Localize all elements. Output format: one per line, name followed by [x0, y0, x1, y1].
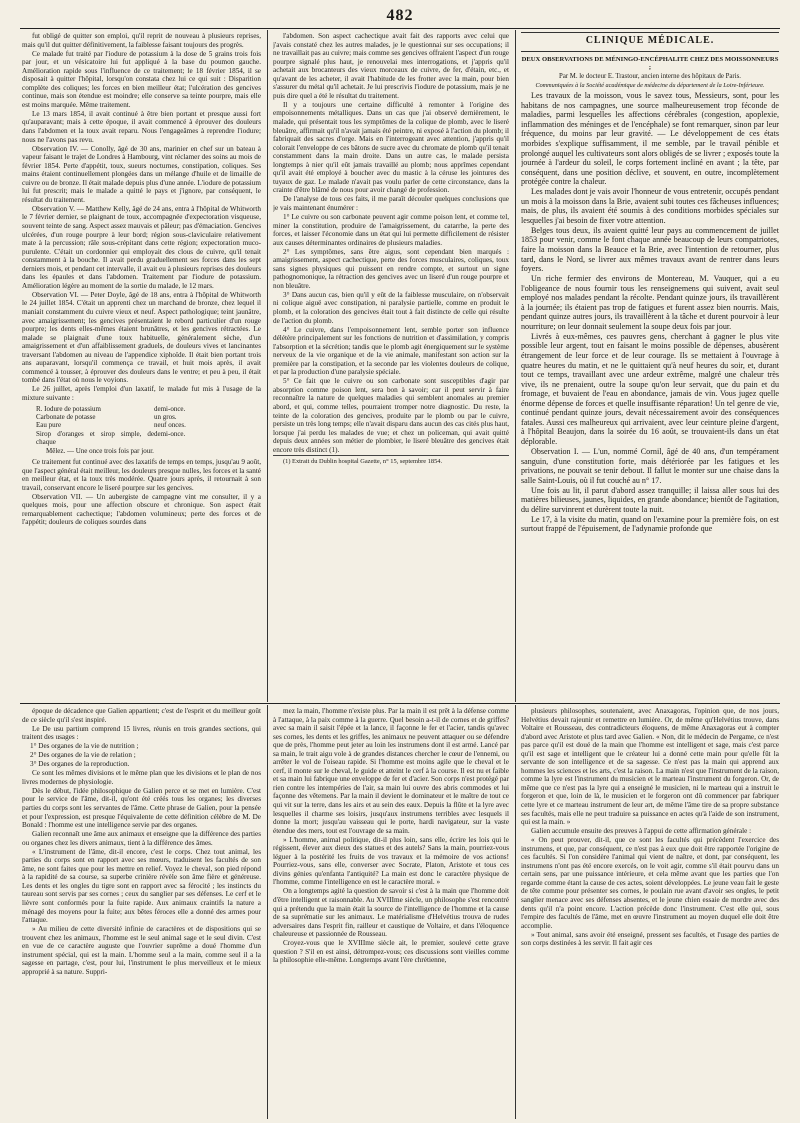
footnote: (1) Extrait du Dublin hospital Gazette, n° 15, septembre 1854.: [273, 455, 509, 467]
sections-list: [22, 742, 261, 769]
section-title: CLINIQUE MÉDICALE.: [585, 35, 715, 46]
formula-row: [36, 413, 261, 421]
list-item: 2° Des organes de la vie de relation ;: [30, 751, 136, 760]
conclusion-item: 4° Le cuivre, dans l'empoisonnement lent, semble porter son influence délétère principalement sur les fonctions de nutrition et d'assimilation, y compris l'absorption et la sécrétion; tandis que le plomb agit énergiquement sur le système nerveux de la vie organique et de la vie animale, manifestant son action sur la première par la constipation, et la seconde par les violentes douleurs de colique, et par la production d'une paralysie spéciale.: [273, 325, 509, 377]
paragraph: mez la main, l'homme n'existe plus. Par la main il est prêt à la défense comme à l'attaque, à la paix comme à la guerre. Quel besoin a-t-il de cornes et de griffes? avec sa main il saisit l'épée et la lance, il façonne le fer et l'acier, tandis qu'avec ses cornes, les dents et les griffes, les animaux ne peuvent attaquer ou se défendre que de près, l'homme peut jeter au loin les instrumens dont il est armé. Lancé par sa main, le trait aigu vole à de grandes distances chercher le cœur de l'ennemi, ou arrêter le vol de l'oiseau rapide. Si l'homme est moins agile que le cheval et le cerf, il monte sur le cheval, le guide et atteint le cerf à la course. Il est nu et faible et sa main lui fabrique une enveloppe de fer et d'acier. Son corps n'est protégé par rien contre les intempéries de l'air, sa main lui ouvre des abris commodes et lui façonne des vêtemens. Par la main il devient le dominateur et le maître de tout ce qui vit sur la terre, dans les airs et au sein des eaux. Depuis la flûte et la lyre avec lesquelles il charme ses loisirs, jusqu'aux instrumens terribles avec lesquels il donne la mort; jusqu'au vaisseau qui le porte, hardi navigateur, sur la vaste étendue des mers, tout est l'ouvrage de sa main.: [273, 707, 509, 835]
column-4: [22, 707, 261, 1119]
formula-ingredient: R. Iodure de potassium: [36, 404, 101, 413]
article-title: DEUX OBSERVATIONS DE MÉNINGO-ENCÉPHALITE CHEZ DES MOISSONNEURS ;: [521, 55, 779, 72]
formula-dose: neuf onces.: [154, 421, 186, 430]
paragraph: Le De usu partium comprend 15 livres, réunis en trois grandes sections, qui traitent des usages :: [22, 724, 261, 742]
top-rule: [20, 28, 780, 29]
formula-ingredient: Carbonate de potasse: [36, 412, 96, 421]
paragraph: Il y a toujours une certaine difficulté à remonter à l'origine des empoisonnements métalliques. Dans un cas que j'ai observé dernièrement, le malade, qui présentait tous les symptômes de la colique de plomb, avec le liseré bleuâtre, affirmait qu'il n'avait jamais été peintre, ni exposé à l'action du plomb; il fabriquait des sacres d'orge. Mais en l'interrogeant avec attention, j'appris qu'il colorait l'enveloppe de ces bâtons de sucre avec du chromate de plomb qu'il tenait constamment dans la main droite. Dans un autre cas, le malade persista longtemps à nier qu'il eût jamais travaillé au plomb; nous apprîmes cependant qu'il avait été employé à boucher avec du mastic à la céruse les jointures des tuyaux de gaz. Le malade n'avait pas voulu parler de cette circonstance, dans la crainte d'être blâmé de nous pour avoir changé de profession.: [273, 100, 509, 195]
section-rule: [20, 703, 780, 704]
column-divider: [267, 30, 268, 702]
paragraph: « On peut prouver, dit-il, que ce sont les facultés qui précèdent l'exercice des instrumens, et que, par conséquent, ce n'est pas à eux que doit être rapportée l'origine de ces facultés. Si l'on considère l'animal qui vient de naître, et dont, par conséquent, les instrumens n'ont pas été encore exercés, on le voit agir, comme s'il était pourvu dans un certain sens, par une puissance intérieure, et cela même avant que les parties que l'on regarde comme étant la cause de ces actes, soient développées. Le jeune veau fait le geste de tête comme pour présenter ses cornes, le poulain rue avant d'avoir ses ongles, le petit sanglier menace avec ses défenses absentes, et le jeune chien essaie de mordre avec des dents qu'il n'a point encore. L'action précède donc l'instrument. C'est elle qui, sous l'empire des facultés de l'âme, met en œuvre l'instrument au moyen duquel elle doit être accomplie.: [521, 836, 779, 930]
paragraph: Le 17, à la visite du matin, quand on l'examine pour la première fois, on est surtout frappé de l'épuisement, de l'adynamie profonde que: [521, 514, 779, 534]
paragraph: Le 26 juillet, après l'emploi d'un laxatif, le malade fut mis à l'usage de la mixture suivante :: [22, 385, 261, 402]
section-header: [521, 32, 779, 52]
paragraph: » L'homme, animal politique, dit-il plus loin, sans elle, écrire les lois qui le régissent, élever aux dieux des statues et des autels? Sans la main, pourriez-vous léguer à la postérité les fruits de vos travaux et la mémoire de vos actions! Pourriez-vous, sans elle, converser avec Socrate, Platon, Aristote et tous ces divins génies qu'enfanta l'antiquité? La main est donc le caractère physique de l'homme, comme l'intelligence en est le caractère moral. »: [273, 835, 509, 887]
column-5: [273, 707, 509, 1119]
formula-note: Mêlez. — Une once trois fois par jour.: [46, 446, 154, 455]
page-number: 482: [386, 7, 414, 24]
paragraph: époque de décadence que Galien appartient; c'est de l'esprit et du meilleur goût de ce siècle qu'il s'est inspiré.: [22, 707, 261, 724]
paragraph: Ce traitement fut continué avec des laxatifs de temps en temps, jusqu'au 9 août, que l'aspect général était meilleur, les douleurs presque nulles, les forces et la santé en meilleur état, et la toux très modérée. Quatre jours après, il retournait à son travail, conservant encore le liseré pourpre sur les gencives.: [22, 457, 261, 492]
formula-row: [36, 405, 261, 413]
conclusion-item: 5° Ce fait que le cuivre ou son carbonate sont susceptibles d'agir par absorption comme poison lent, sera bon à savoir; car il peut servir à faire reconnaître la nature de quelques maladies qui semblent anomales au premier abord, et qui, comme telles, pourraient tromper notre diagnostic. Du reste, la teinte de la coloration des gencives, produite par le plomb ou par le cuivre, persiste un très long temps; elle n'avait disparu dans aucun des cas cités plus haut, lorsque j'ai perdu les malades de vue; et chez un policeman, qui avait quitté depuis deux années son métier de plombier, le liseré bleuâtre des gencives était encore très distinct (1).: [273, 377, 509, 454]
column-divider: [267, 705, 268, 1119]
paragraph: l'abdomen. Son aspect cachectique avait fait des rapports avec celui que j'avais constaté chez les autres malades, je le questionnai sur ses occupations; il ne travaillait pas au cuivre; mais comme ses gencives offraient l'aspect d'un rouge pourpre signalé plus haut, je renouvelai mes interrogations, et j'appris qu'il achetait aux brocanteurs des vieux morceaux de cuivre, de fer, d'étain, etc., et qu'avant de les acheter, il avait l'habitude de les frotter avec la main, pour bien s'assurer du métal qu'il achetait. Je lui prescrivis l'iodure de potassium, mais je ne puis dire quel a été le résultat du traitement.: [273, 32, 509, 100]
paragraph: « L'instrument de l'âme, dit-il encore, c'est le corps. Chez tout animal, les parties du corps sont en rapport avec ses mœurs, traduisent les facultés de son âme, ne sont faites que pour les mettre en relief. Voyez le cheval, son pied répond à la rapidité de sa course, sa superbe crinière révèle son âme fière et généreuse. Les dents et les ongles du tigre sont en rapport avec sa férocité ; les instincts du taureau sont servis par ses cornes ; ceux du sanglier par ses défenses. Le cerf et le lièvre sont conformés pour la fuite rapide. Aux animaux craintifs la nature a ménagé des moyens pour la fuite; aux bêtes féroces elle a donné des armes pour l'attaque.: [22, 847, 261, 925]
paragraph: plusieurs philosophes, soutenaient, avec Anaxagoras, l'opinion que, de nos jours, Helvétius devait rajeunir et remettre en lumière. Or, de même qu'Helvétius trouve, dans Voltaire et Rousseau, des contradicteurs éloquens, de même Anaxagoras eut à compter d'abord avec Aristote et plus tard avec Galien. « Non, dit le médecin de Pergame, ce n'est pas parce qu'il est doué de la main que l'homme est intelligent et sage, mais c'est parce qu'il est sage et intelligent que le créateur lui a donné cette main pour qu'elle fût la servante de son intelligence et de sa sagesse. Ce n'est pas la main qui apprend aux hommes les sciences et les arts, c'est la raison. La main n'est que l'instrument de la raison, comme la lyre est l'instrument du musicien et le marteau l'instrument du forgeron. Or, de même que ce n'est pas la lyre qui a enseigné le musicien, ni le marteau qui a instruit le forgeron et que, loin de là, le musicien et le forgeron ont dû commencer par fabriquer cette lyre et ce marteau instrument de leur art, de même l'âme tire de sa propre substance ses facultés, mais elle ne peut traduire sa puissance en actes qu'à l'aide de son instrument, qui est la main. »: [521, 707, 779, 827]
formula-ingredient: Eau pure: [36, 421, 62, 430]
paragraph: » Au milieu de cette diversité infinie de caractères et de dispositions qui se trouvent chez les animaux, l'homme est le seul animal sage et le seul divin. C'est en vue de ce caractère auguste que l'ouvrier suprême a doué l'homme d'un instrument spécial, qui est la main. L'homme seul a la main, comme seul il a la sagesse en partage, c'est, pour lui, l'instrument le plus merveilleux et le mieux approprié à sa nature. Suppri-: [22, 925, 261, 976]
byline: Par M. le docteur E. Trastour, ancien interne des hôpitaux de Paris.: [559, 73, 741, 81]
paragraph: Observation VI. — Peter Doyle, âgé de 18 ans, entra à l'hôpital de Whitworth le 24 juillet 1854. C'était un apprenti chez un marchand de bronze, chez lequel il maniait constamment du cuivre vieux et neuf. Aspect pathologique; teint jaunâtre, avec amaigrissement; les gencives présentaient le rebord particulier d'un rouge pourpre; les dents elles-mêmes étaient brunâtres, et les gencives rétractées. Le malade se plaignait d'une toux habituelle, généralement sèche, d'un amaigrissement et d'un affaiblissement graduels, de douleurs vives et lancinantes traversant l'abdomen au niveau de l'appendice xiphoïde. Il était bien portant trois ans auparavant, lorsqu'il commença ce travail, et huit mois après, il avait commencé à tousser, à éprouver des douleurs dans le ventre; et peu à peu, il était tombé dans l'état où nous le voyions.: [22, 290, 261, 385]
formula-dose: demi-once.: [154, 429, 186, 438]
list-item: 3° Des organes de la reproduction.: [30, 760, 130, 769]
column-1: [22, 32, 261, 700]
paragraph: Le 13 mars 1854, il avait continué à être bien portant et presque aussi fort qu'auparavant; mais à cette époque, il avait commencé à éprouver des douleurs dans l'abdomen et la toux avait reparu. Nous l'engageâmes à reprendre l'iodure; nous ne l'avons pas revu.: [22, 109, 261, 144]
formula-row: [36, 430, 261, 447]
paragraph: Dès le début, l'idée philosophique de Galien perce et se met en lumière. C'est pour le service de l'âme, dit-il, qu'ont été créés tous les organes; les diverses parties du corps sont les servantes de l'âme. Cette phrase de Galien, pour la pensée et pour l'expression, est presque l'équivalente de cette définition célèbre de M. De Bonald : l'homme est une intelligence servie par des organes.: [22, 786, 261, 830]
paragraph: On a longtemps agité la question de savoir si c'est à la main que l'homme doit d'être intelligent et raisonnable. Au XVIIIme siècle, un philosophe s'est rencontré qui a prétendu que la main était la source de l'intelligence de l'homme et la cause de sa suprématie sur les animaux. Le matérialisme d'Helvétius trouva de rudes adversaires dans l'esprit fin, railleur et caustique de Voltaire, et dans l'éloquence chaleureuse et passionnée de Rousseau.: [273, 887, 509, 939]
conclusion-item: 3° Dans aucun cas, bien qu'il y eût de la faiblesse musculaire, on n'observait ni colique aiguë avec constipation, ni paralysie partielle, comme en produit le plomb, et la coloration des gencives était tout à fait distincte de celle qui résulte de l'action du plomb.: [273, 290, 509, 325]
paragraph: Un riche fermier des environs de Montereau, M. Vauquer, qui a eu l'obligeance de nous fournir tous les renseignemens qui suivent, avait seul employé nos malades pendant la récolte. Pendant quinze jours, ils travaillèrent à la journée; ils étaient pas trop de fatigues et furent assez bien nourris. Mais, pendant quinze autres jours, ils travaillèrent à la tâche et durent pourvoir à leur nourriture; on leur donnait seulement la soupe deux fois par jour.: [521, 274, 779, 331]
paragraph: Observation IV. — Conolly, âgé de 30 ans, marinier en chef sur un bateau à vapeur faisant le trajet de Londres à Hambourg, vint réclamer des soins au mois de février 1854. Perte d'appétit, toux, sueurs nocturnes, constipation, coliques. Ses mains étaient continuellement plongées dans un mélange d'huile et de limaille de cuivre ou de bronze. Il était malade depuis plus d'une année. L'iodure de potassium lui fut prescrit; mais le malade a quitté le pays et j'ignore, par conséquent, le résultat du traitement.: [22, 144, 261, 204]
column-2: [273, 32, 509, 700]
paragraph: Galien accumule ensuite des preuves à l'appui de cette affirmation générale :: [531, 827, 752, 836]
conclusion-item: 1° Le cuivre ou son carbonate peuvent agir comme poison lent, et comme tel, miner la constitution, produire de l'amaigrissement, du catarrhe, la perte des forces, et laisser l'économie dans un état qui lui permette difficilement de résister aux causes déterminantes ordinaires de plusieurs maladies.: [273, 212, 509, 247]
paragraph: fut obligé de quitter son emploi, qu'il reprit de nouveau à plusieurs reprises, mais qu'il dut quitter définitivement, la faiblesse faisant toujours des progrès.: [22, 32, 261, 49]
paragraph: Les travaux de la moisson, vous le savez tous, Messieurs, sont, pour les habitans de nos campagnes, une source malheureusement trop féconde de maladies, parmi lesquelles les affections cérébrales (congestion, apoplexie, inflammation des méninges et de l'encéphale) se font remarquer, sinon par leur fréquence, du moins par leur gravité. — Le développement de ces états morbides s'explique suffisamment, il me semble, par le travail pénible et prolongé auquel les cultivateurs sont alors obligés de se livrer ; exposés toute la journée à l'ardeur du soleil, le corps fortement incliné en avant ; la tête, par conséquent, dans une position déclive, et souvent, en outre, incomplètement protégée contre la chaleur.: [521, 91, 779, 187]
conclusion-item: 2° Les symptômes, sans être aigus, sont cependant bien marqués : amaigrissement, aspect cachectique, perte des forces musculaires, coliques, toux sans signes physiques qui puissent en rendre compte, et surtout un signe pathognomonique, la rétraction des gencives avec un liseré d'un rouge pourpre et non bleuâtre.: [273, 247, 509, 290]
prescription-formula: [36, 405, 261, 455]
paragraph: Observation VII. — Un aubergiste de campagne vint me consulter, il y a quelques mois, pour une affection obscure et chronique. Son aspect était remarquablement cachectique; l'abdomen volumineux; perte des forces et de l'appétit; douleurs de coliques sourdes dans: [22, 492, 261, 527]
column-6: [521, 707, 779, 1119]
column-divider: [515, 705, 516, 1119]
column-divider: [515, 30, 516, 702]
formula-dose: demi-once.: [154, 404, 186, 413]
paragraph: Belges tous deux, ils avaient quitté leur pays au commencement de juillet 1853 pour venir, comme le font chaque année beaucoup de leurs compatriotes, faire la moisson dans la Beauce et la Brie, avec l'intention de retourner, plus tard, dans le Nord, se livrer aux mêmes travaux avant de rentrer dans leurs foyers.: [521, 225, 779, 274]
paragraph: De l'analyse de tous ces faits, il me paraît découler quelques conclusions que je vais maintenant énumérer :: [273, 195, 509, 212]
list-item: 1° Des organes de la vie de nutrition ;: [30, 742, 139, 751]
paragraph: Les malades dont je vais avoir l'honneur de vous entretenir, occupés pendant un mois à la moisson dans la Brie, avaient subi toutes ces fâcheuses influences; mais, de plus, ils avaient été soumis à des conditions morbides spéciales sur lesquelles j'ai besoin de fixer votre attention.: [521, 187, 779, 225]
paragraph: Observation V. — Matthew Kelly, âgé de 24 ans, entra à l'hôpital de Whitworth le 7 février dernier, se plaignant de toux, accompagnée d'expectoration visqueuse, souvent teinte de sang. Aspect assez mauvais et pâleur; pas d'émaciation. Gencives ulcérées, d'un rouge pourpre à leur bord; région sous-claviculaire relativement mate à la percussion; râle sous-crépitant dans cette région; expectoration muco-purulente. C'était un cordonnier qui employait des clous de cuivre, qu'il tenait constamment à la bouche. Il avait perdu graduellement ses forces dans les sept derniers mois, et pendant cet intervalle, il avait eu à plusieurs reprises des douleurs dans les épaules et dans l'abdomen. Traitement par l'iodure de potassium. Amélioration légère au moment de la sortie du malade, le 12 mars.: [22, 204, 261, 290]
article-note: Communiquées à la Société académique de médecine du département de la Loire-Inférieure.: [535, 82, 765, 90]
formula-dose: un gros.: [154, 412, 177, 421]
paragraph: » Tout animal, sans avoir été enseigné, pressent ses facultés, et l'usage des parties de son corps destinées à les servir. Il fait agir ces: [521, 930, 779, 948]
paragraph: Ce malade fut traité par l'iodure de potassium à la dose de 5 grains trois fois par jour, et un vésicatoire lui fut appliqué à la base du poumon gauche. Amélioration rapide sous l'influence de ce traitement; le 18 février 1854, il se disposait à quitter l'hôpital, lorsqu'on constata chez lui ce qui suit : Disparition complète des coliques; les forces en bien meilleur état; l'ulcération des gencives continue, mais son étendue est moindre; elle conserve sa teinte pourpre, mais elle est moins marquée. Même traitement.: [22, 49, 261, 109]
formula-row: [36, 421, 261, 429]
paragraph: Observation I. — L'un, nommé Cornil, âgé de 40 ans, d'un tempérament sanguin, d'une constitution forte, mais détériorée par les fatigues et les privations, ne pouvait se tenir debout. Il fallut le monter sur une chaise dans la salle Saint-Louis, où il fut couché au n° 17.: [521, 446, 779, 485]
paragraph: Livrés à eux-mêmes, ces pauvres gens, cherchant à gagner le plus vite possible leur argent, tout en faisant le moins possible de dépenses, abusèrent étrangement de leur force et de leur courage. Ils se mettaient à l'ouvrage à quatre heures du matin, et ne le quittaient qu'à neuf heures du soir, et, durant tout ce temps, travaillant avec une ardeur extrême, malgré une chaleur très vive, ils ne prenaient, outre la soupe qu'on leur servait, que du pain et du fromage, et buvaient de l'eau en abondance, jamais de vin. Vous jugez quelle énorme dépense de forces et quelle insuffisante réparation! Un tel genre de vie, continué pendant quinze jours, devait nécessairement avoir des conséquences fatales. Aussi ces malheureux qui arrivaient, avec leur ceinture pleine d'argent, à l'hôpital Beaujon, dans la soirée du 16 août, se trouvaient-ils dans un état déplorable.: [521, 331, 779, 446]
paragraph: Croyez-vous que le XVIIIme siècle ait, le premier, soulevé cette grave question ? S'il en est ainsi, détrompez-vous; ces discussions sont vieilles comme la philosophie elle-même. Longtemps avant l'ère chrétienne,: [273, 939, 509, 965]
column-3: [521, 32, 779, 700]
paragraph: Galien reconnaît une âme aux animaux et enseigne que la différence des parties ou organes chez les divers animaux, tient à la différence des âmes.: [22, 830, 261, 847]
paragraph: Une fois au lit, il parut d'abord assez tranquille; il laissa aller sous lui des matières bilieuses, jaunes, liquides, en grande abondance; bientôt de l'agitation, du délire survinrent et durèrent toute la nuit.: [521, 485, 779, 514]
paragraph: Ce sont les mêmes divisions et le même plan que les divisions et le plan de nos livres modernes de physiologie.: [22, 769, 261, 786]
formula-ingredient: Sirop d'oranges et sirop simple, de chaque: [36, 429, 154, 447]
